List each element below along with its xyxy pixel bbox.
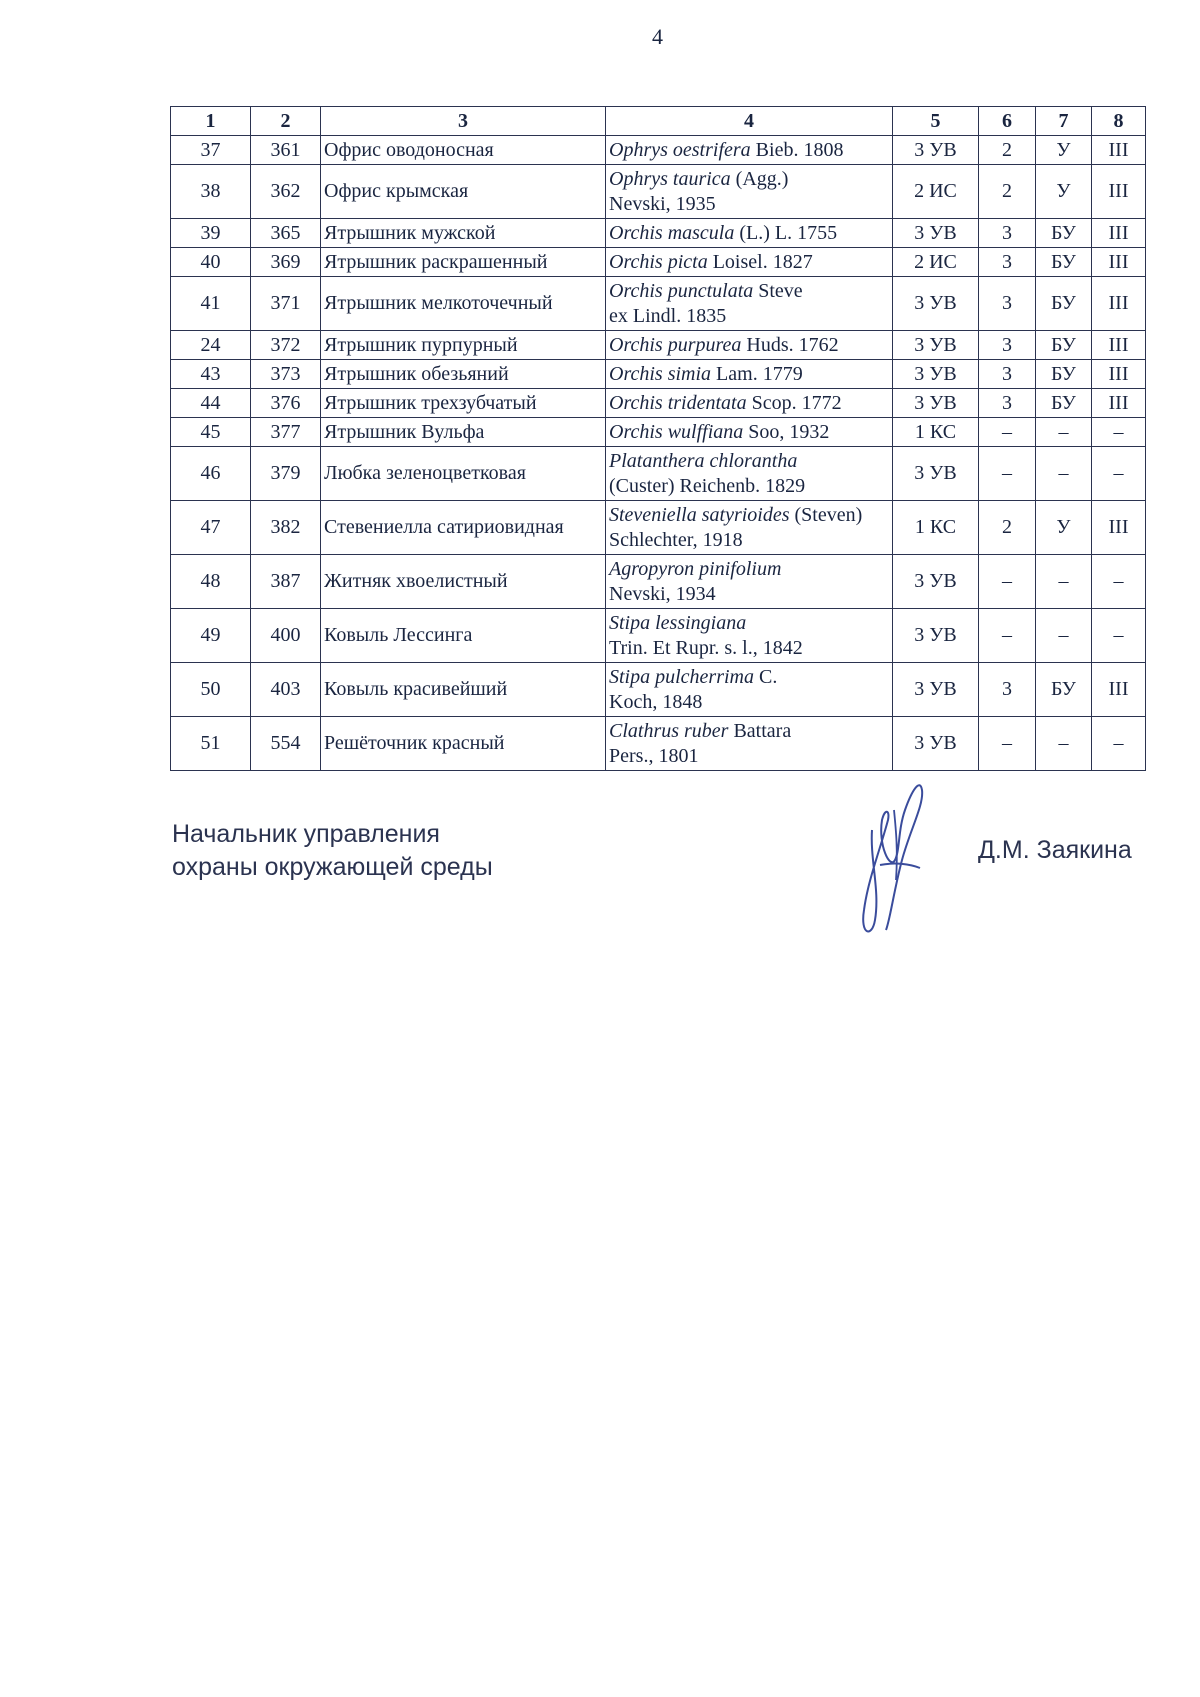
table-row bbox=[171, 360, 1146, 389]
scientific-name: Stipa pulcherrima bbox=[609, 665, 754, 688]
priority-cell: III bbox=[1092, 389, 1146, 418]
list-number-cell: 371 bbox=[251, 277, 321, 331]
list-number-cell: 554 bbox=[251, 717, 321, 771]
russian-name-cell: Ятрышник мелкоточечный bbox=[321, 277, 606, 331]
priority-cell: III bbox=[1092, 136, 1146, 165]
row-number-cell: 39 bbox=[171, 219, 251, 248]
priority-cell: III bbox=[1092, 331, 1146, 360]
author-citation: Bieb. 1808 bbox=[750, 138, 844, 161]
status-category-cell: 1 КС bbox=[893, 418, 979, 447]
list-number-cell: 387 bbox=[251, 555, 321, 609]
author-citation-line2: Koch, 1848 bbox=[609, 690, 703, 713]
priority-cell: – bbox=[1092, 418, 1146, 447]
priority-cell: III bbox=[1092, 663, 1146, 717]
author-citation-line2: Pers., 1801 bbox=[609, 744, 699, 767]
scientific-name: Steveniella satyrioides bbox=[609, 503, 790, 526]
row-number-cell: 37 bbox=[171, 136, 251, 165]
category-cell: – bbox=[979, 447, 1036, 501]
table-row bbox=[171, 248, 1146, 277]
author-citation: C. bbox=[754, 665, 778, 688]
author-citation-line2: Nevski, 1934 bbox=[609, 582, 716, 605]
author-citation-line2: Schlechter, 1918 bbox=[609, 528, 743, 551]
status-category-cell: 3 УВ bbox=[893, 219, 979, 248]
threat-cell: БУ bbox=[1036, 277, 1092, 331]
category-cell: 3 bbox=[979, 248, 1036, 277]
category-cell: – bbox=[979, 555, 1036, 609]
author-citation: Steve bbox=[753, 279, 803, 302]
list-number-cell: 379 bbox=[251, 447, 321, 501]
status-category-cell: 1 КС bbox=[893, 501, 979, 555]
table-row bbox=[171, 219, 1146, 248]
table-row bbox=[171, 609, 1146, 663]
category-cell: 3 bbox=[979, 277, 1036, 331]
russian-name-cell: Ятрышник пурпурный bbox=[321, 331, 606, 360]
russian-name-cell: Любка зеленоцветковая bbox=[321, 447, 606, 501]
priority-cell: III bbox=[1092, 360, 1146, 389]
signatory-name: Д.М. Заякина bbox=[978, 836, 1132, 864]
status-category-cell: 3 УВ bbox=[893, 389, 979, 418]
header-cell: 2 bbox=[251, 107, 321, 136]
author-citation: (Agg.) bbox=[730, 167, 789, 190]
latin-name-cell bbox=[606, 219, 893, 248]
status-category-cell: 3 УВ bbox=[893, 136, 979, 165]
list-number-cell: 377 bbox=[251, 418, 321, 447]
category-cell: 2 bbox=[979, 136, 1036, 165]
table-row bbox=[171, 165, 1146, 219]
author-citation-line2: ex Lindl. 1835 bbox=[609, 304, 727, 327]
list-number-cell: 372 bbox=[251, 331, 321, 360]
russian-name-cell: Ковыль Лессинга bbox=[321, 609, 606, 663]
table-row bbox=[171, 447, 1146, 501]
page-number: 4 bbox=[652, 24, 663, 49]
category-cell: 2 bbox=[979, 165, 1036, 219]
status-category-cell: 2 ИС bbox=[893, 248, 979, 277]
status-category-cell: 3 УВ bbox=[893, 360, 979, 389]
russian-name-cell: Стевениелла сатириовидная bbox=[321, 501, 606, 555]
list-number-cell: 369 bbox=[251, 248, 321, 277]
row-number-cell: 44 bbox=[171, 389, 251, 418]
scientific-name: Orchis picta bbox=[609, 250, 708, 273]
category-cell: 3 bbox=[979, 663, 1036, 717]
category-cell: 2 bbox=[979, 501, 1036, 555]
threat-cell: У bbox=[1036, 165, 1092, 219]
threat-cell: – bbox=[1036, 418, 1092, 447]
list-number-cell: 382 bbox=[251, 501, 321, 555]
priority-cell: – bbox=[1092, 447, 1146, 501]
row-number-cell: 24 bbox=[171, 331, 251, 360]
russian-name-cell: Решёточник красный bbox=[321, 717, 606, 771]
signatory-title-line1: Начальник управления bbox=[172, 820, 440, 848]
priority-cell: III bbox=[1092, 219, 1146, 248]
status-category-cell: 3 УВ bbox=[893, 663, 979, 717]
category-cell: 3 bbox=[979, 389, 1036, 418]
latin-name-cell bbox=[606, 277, 893, 331]
author-citation-line2: Nevski, 1935 bbox=[609, 192, 716, 215]
scientific-name: Orchis punctulata bbox=[609, 279, 754, 302]
russian-name-cell: Ятрышник трехзубчатый bbox=[321, 389, 606, 418]
table-row bbox=[171, 418, 1146, 447]
threat-cell: У bbox=[1036, 136, 1092, 165]
threat-cell: БУ bbox=[1036, 360, 1092, 389]
row-number-cell: 45 bbox=[171, 418, 251, 447]
row-number-cell: 40 bbox=[171, 248, 251, 277]
table-row bbox=[171, 136, 1146, 165]
status-category-cell: 3 УВ bbox=[893, 555, 979, 609]
russian-name-cell: Житняк хвоелистный bbox=[321, 555, 606, 609]
header-cell: 3 bbox=[321, 107, 606, 136]
priority-cell: III bbox=[1092, 501, 1146, 555]
scientific-name: Orchis wulffiana bbox=[609, 420, 744, 443]
author-citation-line2: (Custer) Reichenb. 1829 bbox=[609, 474, 806, 497]
latin-name-cell bbox=[606, 609, 893, 663]
signature-image bbox=[850, 770, 960, 940]
header-cell: 5 bbox=[893, 107, 979, 136]
russian-name-cell: Офрис оводоносная bbox=[321, 136, 606, 165]
list-number-cell: 400 bbox=[251, 609, 321, 663]
status-category-cell: 3 УВ bbox=[893, 447, 979, 501]
russian-name-cell: Ятрышник мужской bbox=[321, 219, 606, 248]
signatory-title bbox=[172, 818, 493, 884]
scientific-name: Platanthera chlorantha bbox=[609, 449, 798, 472]
author-citation: (L.) L. 1755 bbox=[734, 221, 838, 244]
row-number-cell: 50 bbox=[171, 663, 251, 717]
latin-name-cell bbox=[606, 501, 893, 555]
author-citation: Loisel. 1827 bbox=[707, 250, 813, 273]
russian-name-cell: Офрис крымская bbox=[321, 165, 606, 219]
priority-cell: III bbox=[1092, 165, 1146, 219]
scientific-name: Ophrys taurica bbox=[609, 167, 731, 190]
latin-name-cell bbox=[606, 555, 893, 609]
threat-cell: – bbox=[1036, 555, 1092, 609]
latin-name-cell bbox=[606, 389, 893, 418]
latin-name-cell bbox=[606, 447, 893, 501]
threat-cell: – bbox=[1036, 717, 1092, 771]
scientific-name: Orchis mascula bbox=[609, 221, 735, 244]
scientific-name: Orchis tridentata bbox=[609, 391, 747, 414]
priority-cell: – bbox=[1092, 717, 1146, 771]
threat-cell: БУ bbox=[1036, 331, 1092, 360]
russian-name-cell: Ятрышник обезьяний bbox=[321, 360, 606, 389]
latin-name-cell bbox=[606, 248, 893, 277]
header-cell: 8 bbox=[1092, 107, 1146, 136]
header-cell: 4 bbox=[606, 107, 893, 136]
russian-name-cell: Ятрышник Вульфа bbox=[321, 418, 606, 447]
scientific-name: Orchis simia bbox=[609, 362, 712, 385]
status-category-cell: 3 УВ bbox=[893, 331, 979, 360]
latin-name-cell bbox=[606, 360, 893, 389]
latin-name-cell bbox=[606, 165, 893, 219]
author-citation: (Steven) bbox=[789, 503, 863, 526]
priority-cell: – bbox=[1092, 609, 1146, 663]
threat-cell: БУ bbox=[1036, 248, 1092, 277]
russian-name-cell: Ятрышник раскрашенный bbox=[321, 248, 606, 277]
priority-cell: III bbox=[1092, 277, 1146, 331]
header-cell: 6 bbox=[979, 107, 1036, 136]
row-number-cell: 43 bbox=[171, 360, 251, 389]
table-row bbox=[171, 663, 1146, 717]
row-number-cell: 38 bbox=[171, 165, 251, 219]
row-number-cell: 47 bbox=[171, 501, 251, 555]
status-category-cell: 2 ИС bbox=[893, 165, 979, 219]
table-row bbox=[171, 277, 1146, 331]
header-cell: 1 bbox=[171, 107, 251, 136]
author-citation-line2: Trin. Et Rupr. s. l., 1842 bbox=[609, 636, 803, 659]
row-number-cell: 48 bbox=[171, 555, 251, 609]
threat-cell: БУ bbox=[1036, 663, 1092, 717]
table-row bbox=[171, 389, 1146, 418]
category-cell: – bbox=[979, 418, 1036, 447]
table-row bbox=[171, 555, 1146, 609]
list-number-cell: 403 bbox=[251, 663, 321, 717]
list-number-cell: 362 bbox=[251, 165, 321, 219]
threat-cell: БУ bbox=[1036, 389, 1092, 418]
latin-name-cell bbox=[606, 418, 893, 447]
latin-name-cell bbox=[606, 663, 893, 717]
latin-name-cell bbox=[606, 136, 893, 165]
latin-name-cell bbox=[606, 331, 893, 360]
threat-cell: – bbox=[1036, 609, 1092, 663]
author-citation: Lam. 1779 bbox=[711, 362, 803, 385]
list-number-cell: 365 bbox=[251, 219, 321, 248]
author-citation: Battara bbox=[728, 719, 792, 742]
scientific-name: Stipa lessingiana bbox=[609, 611, 747, 634]
category-cell: – bbox=[979, 609, 1036, 663]
status-category-cell: 3 УВ bbox=[893, 277, 979, 331]
row-number-cell: 46 bbox=[171, 447, 251, 501]
table-row bbox=[171, 331, 1146, 360]
threat-cell: – bbox=[1036, 447, 1092, 501]
category-cell: – bbox=[979, 717, 1036, 771]
scientific-name: Ophrys oestrifera bbox=[609, 138, 751, 161]
russian-name-cell: Ковыль красивейший bbox=[321, 663, 606, 717]
list-number-cell: 376 bbox=[251, 389, 321, 418]
table-header-row bbox=[171, 107, 1146, 136]
status-category-cell: 3 УВ bbox=[893, 609, 979, 663]
row-number-cell: 41 bbox=[171, 277, 251, 331]
threat-cell: БУ bbox=[1036, 219, 1092, 248]
priority-cell: III bbox=[1092, 248, 1146, 277]
row-number-cell: 49 bbox=[171, 609, 251, 663]
scientific-name: Orchis purpurea bbox=[609, 333, 742, 356]
category-cell: 3 bbox=[979, 360, 1036, 389]
scientific-name: Agropyron pinifolium bbox=[609, 557, 782, 580]
list-number-cell: 373 bbox=[251, 360, 321, 389]
list-number-cell: 361 bbox=[251, 136, 321, 165]
table-row bbox=[171, 717, 1146, 771]
category-cell: 3 bbox=[979, 219, 1036, 248]
species-table bbox=[170, 106, 1146, 771]
signatory-title-line2: охраны окружающей среды bbox=[172, 853, 493, 881]
threat-cell: У bbox=[1036, 501, 1092, 555]
author-citation: Soo, 1932 bbox=[743, 420, 830, 443]
table-row bbox=[171, 501, 1146, 555]
priority-cell: – bbox=[1092, 555, 1146, 609]
author-citation: Huds. 1762 bbox=[741, 333, 839, 356]
author-citation: Scop. 1772 bbox=[746, 391, 842, 414]
header-cell: 7 bbox=[1036, 107, 1092, 136]
status-category-cell: 3 УВ bbox=[893, 717, 979, 771]
scientific-name: Clathrus ruber bbox=[609, 719, 729, 742]
row-number-cell: 51 bbox=[171, 717, 251, 771]
latin-name-cell bbox=[606, 717, 893, 771]
category-cell: 3 bbox=[979, 331, 1036, 360]
